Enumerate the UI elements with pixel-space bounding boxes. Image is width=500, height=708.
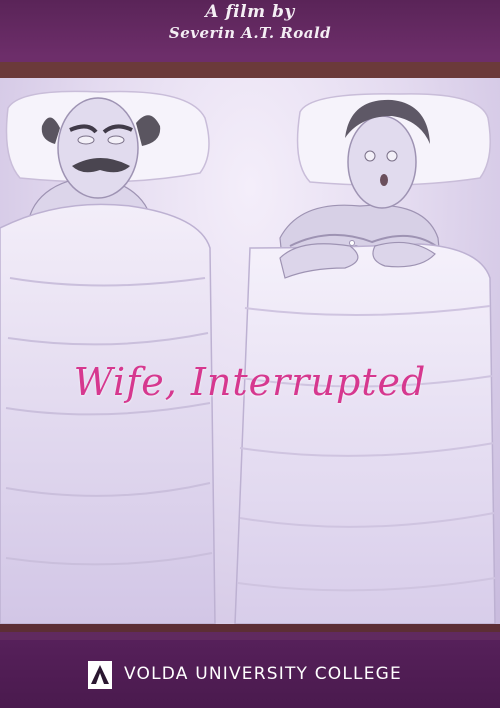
- bed-illustration: [0, 78, 500, 624]
- left-sheet: [0, 204, 215, 624]
- credit-director: Severin A.T. Roald: [168, 24, 332, 42]
- institution-name: VOLDA UNIVERSITY COLLEGE: [124, 664, 402, 684]
- credit-a-film-by: A film by: [205, 2, 295, 22]
- film-title: Wife, Interrupted: [73, 360, 427, 404]
- right-sheet: [235, 244, 495, 624]
- volda-logo-icon: [88, 661, 112, 689]
- bed-scene-illustration: [0, 78, 500, 624]
